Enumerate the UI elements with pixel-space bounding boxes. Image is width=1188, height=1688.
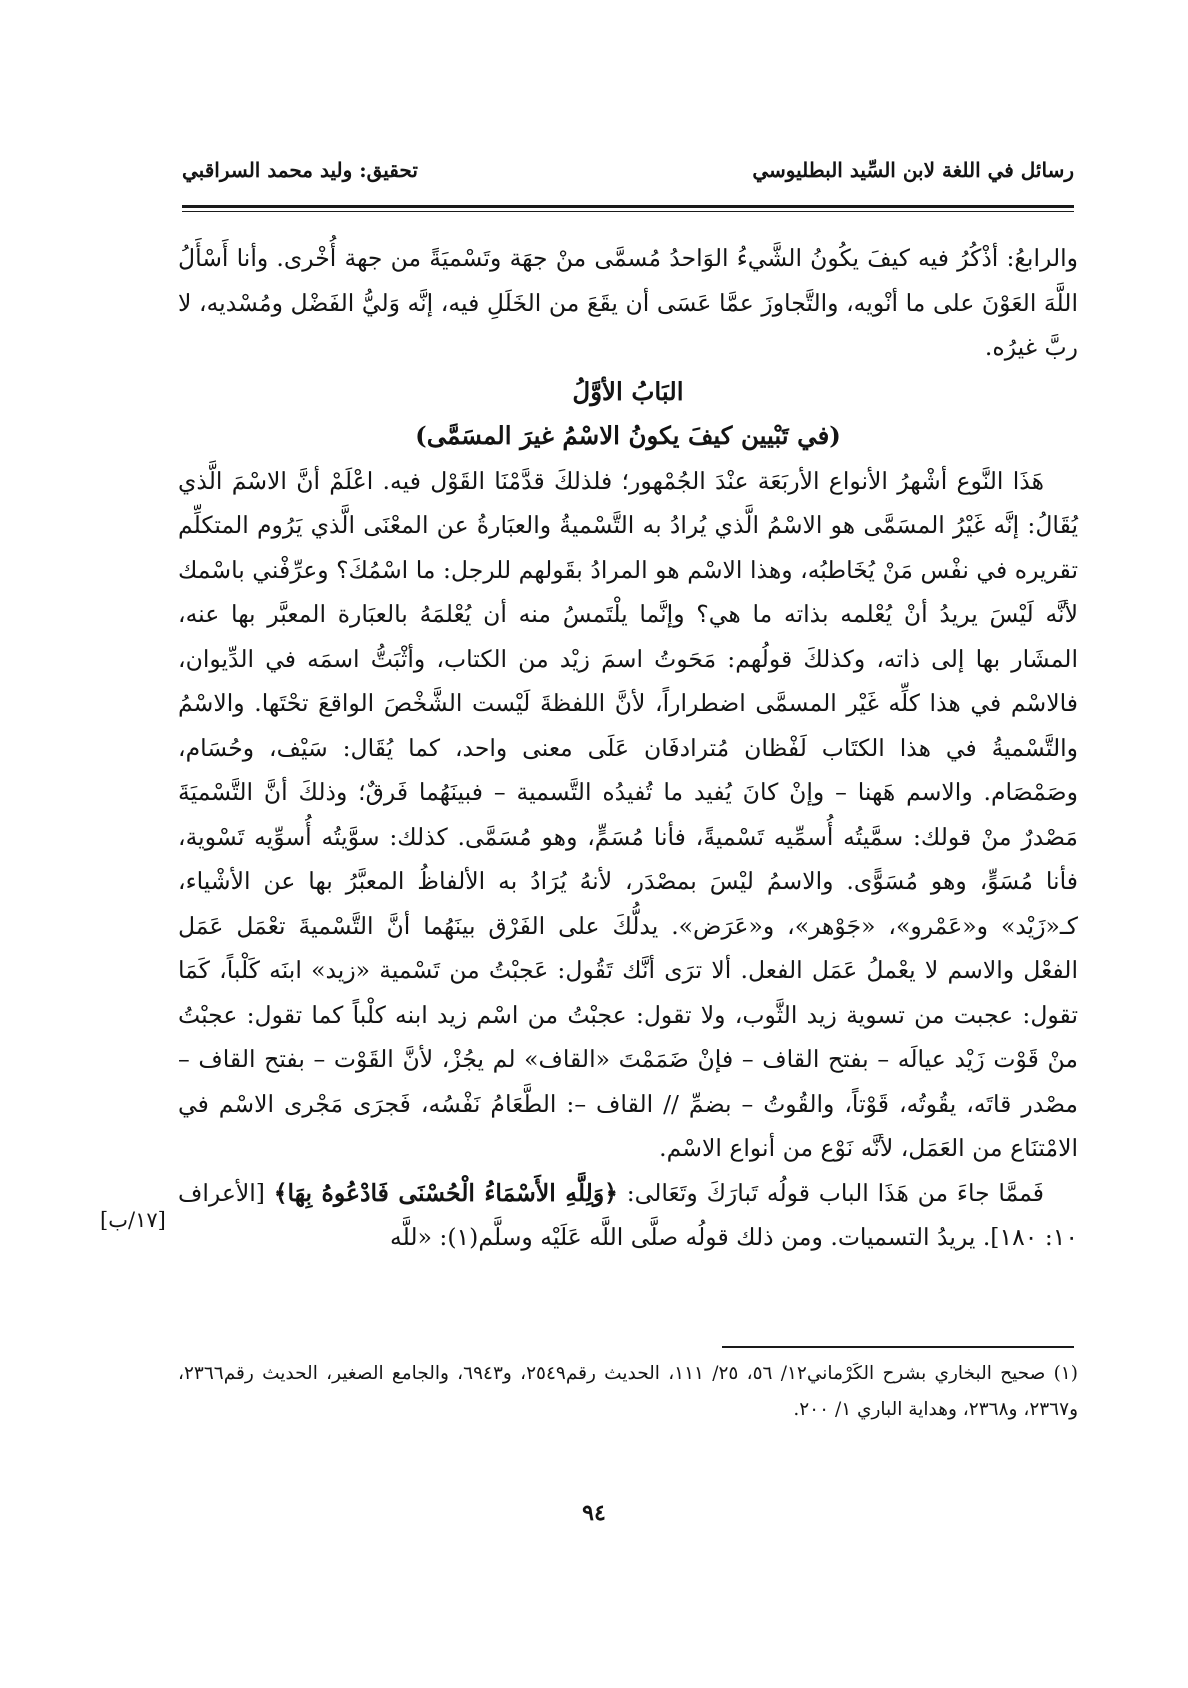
page-number: ٩٤ xyxy=(582,1500,606,1526)
header-rule-thin xyxy=(182,211,1074,212)
main-text xyxy=(178,236,1078,1260)
paragraph-main: هَذَا النَّوع أشْهرُ الأنواع الأربَعَة عنْدَ الجُمْهور؛ فلذلكَ قدَّمْنَا القَوْل فيه. اعْلَمْ أنَّ الاسْمَ الَّذي يُقَالُ: إنَّه غَيْرُ المسَمَّى هو الاسْمُ الَّذي يُرادُ به التَّسْميةُ والعبَارةُ عن المعْنَى الَّذي يَرُوم المتكلِّم تقريره في نفْس مَنْ يُخَاطبُه، وهذا الاسْم هو المرادُ بقَولهم للرجل: ما اسْمُكَ؟ وعرِّفْني باسْمك لأنَّه لَيْسَ يريدُ أنْ يُعْلمه بذاته ما هي؟ وإنَّما يلْتَمسُ منه أن يُعْلمَهُ بالعبَارة المعبَّر بها عنه، المشَار بها إلى ذاته، وكذلكَ قولُهم: مَحَوتُ اسمَ زيْد من الكتاب، وأثْبَتُّ اسمَه في الدِّيوان، فالاسْم في هذا كلِّه غَيْر المسمَّى اضطراراً، لأنَّ اللفظةَ لَيْست الشَّخْصَ الواقعَ تحْتَها. والاسْمُ والتَّسْميةُ في هذا الكتَاب لَفْظان مُترادفَان عَلَى معنى واحد، كما يُقَال: سَيْف، وحُسَام، وصَمْصَام. والاسم هَهنا – وإنْ كانَ يُفيد ما تُفيدُه التَّسمية – فبينَهُما فَرقٌ؛ وذلكَ أنَّ التَّسْميَةَ مَصْدرٌ منْ قولك: سمَّيتُه أُسمِّيه تَسْميةً، فأنا مُسَمٍّ، وهو مُسَمَّى. كذلك: سوَّيتُه أُسوِّيه تَسْوية، فأنا مُسَوٍّ، وهو مُسَوًّى. والاسمُ ليْسَ بمصْدَر، لأنهُ يُرَادُ به الألفاظُ المعبَّرُ بها عن الأشْياء، كـ«زَيْد» و«عَمْرو»، «جَوْهر»، و«عَرَض». يدلُّكَ على الفَرْق بينَهُما أنَّ التَّسْميةَ تعْمَل عَمَل الفعْل والاسم لا يعْملُ عَمَل الفعل. ألا ترَى أنَّك تَقُول: عَجبْتُ من تَسْمية «زيد» ابنَه كَلْباً، كَمَا تقول: عجبت من تسوية زيد الثَّوب، ولا تقول: عجبْتُ من اسْم زيد ابنه كلْباً كما تقول: عجبْتُ منْ قَوْت زَيْد عيالَه – بفتح القاف – فإنْ ضَمَمْتَ «القاف» لم يجُزْ، لأنَّ القَوْت – بفتح القاف – مصْدر قاتَه، يقُوتُه، قَوْتاً، والقُوتُ – بضمِّ // القاف –: الطَّعَامُ نَفْسُه، فَجرَى مَجْرى الاسْم في الامْتنَاع من العَمَل، لأنَّه نَوْع من أنواع الاسْم. xyxy=(178,466,1078,1162)
chapter-title: البَابُ الأوَّلُ xyxy=(572,376,684,406)
footnote-1: (١) صحيح البخاري بشرح الكَرْماني١٢/ ٥٦، ٢٥/ ١١١، الحديث رقم٢٥٤٩، و٦٩٤٣، والجامع الصغير، الحديث رقم٢٣٦٦، و٢٣٦٧، و٢٣٦٨، وهداية الباري ١/ ٢٠٠. xyxy=(178,1363,1078,1420)
footnotes xyxy=(178,1356,1078,1428)
quran-verse: ﴿وَلِلَّهِ الأَسْمَاءُ الْحُسْنَى فَادْعُوهُ بِهَا﴾ xyxy=(273,1178,618,1207)
paragraph-intro: والرابعُ: أذْكُرُ فيه كيفَ يكُونُ الشَّيءُ الوَاحدُ مُسمَّى منْ جهَة وتَسْميَةً من جهة أُخْرى. وأنا أَسْأَلُ اللَّهَ العَوْنَ على ما أنْويه، والتَّجاوزَ عمَّا عَسَى أن يقَعَ من الخَلَلِ فيه، إنَّه وَليُّ الفَضْل ومُسْديه، لا ربَّ غيرُه. xyxy=(178,244,1078,361)
running-header-title: رسائل في اللغة لابن السِّيد البطليوسي xyxy=(752,158,1074,182)
paragraph-quran-citation xyxy=(178,1171,1078,1260)
running-header-editor: تحقيق: وليد محمد السراقبي xyxy=(182,158,418,182)
footnote-separator xyxy=(722,1346,1074,1348)
quran-tail-text: [الأعراف ١٠: ١٨٠]. يريدُ التسميات. ومن ذلك قولُه صلَّى اللَّه عَلَيْه وسلَّم(١): «للَّه xyxy=(178,1178,1078,1251)
manuscript-folio-marker: [١٧/ب] xyxy=(100,1208,166,1232)
quran-lead-text: فَممَّا جاءَ من هَذَا الباب قولُه تَبارَكَ وتَعَالى: xyxy=(617,1178,1044,1207)
header-rule xyxy=(182,205,1074,208)
running-header xyxy=(182,158,1074,198)
chapter-subtitle: (في تَبْيين كيفَ يكونُ الاسْمُ غيرَ المسَمَّى) xyxy=(415,421,841,450)
